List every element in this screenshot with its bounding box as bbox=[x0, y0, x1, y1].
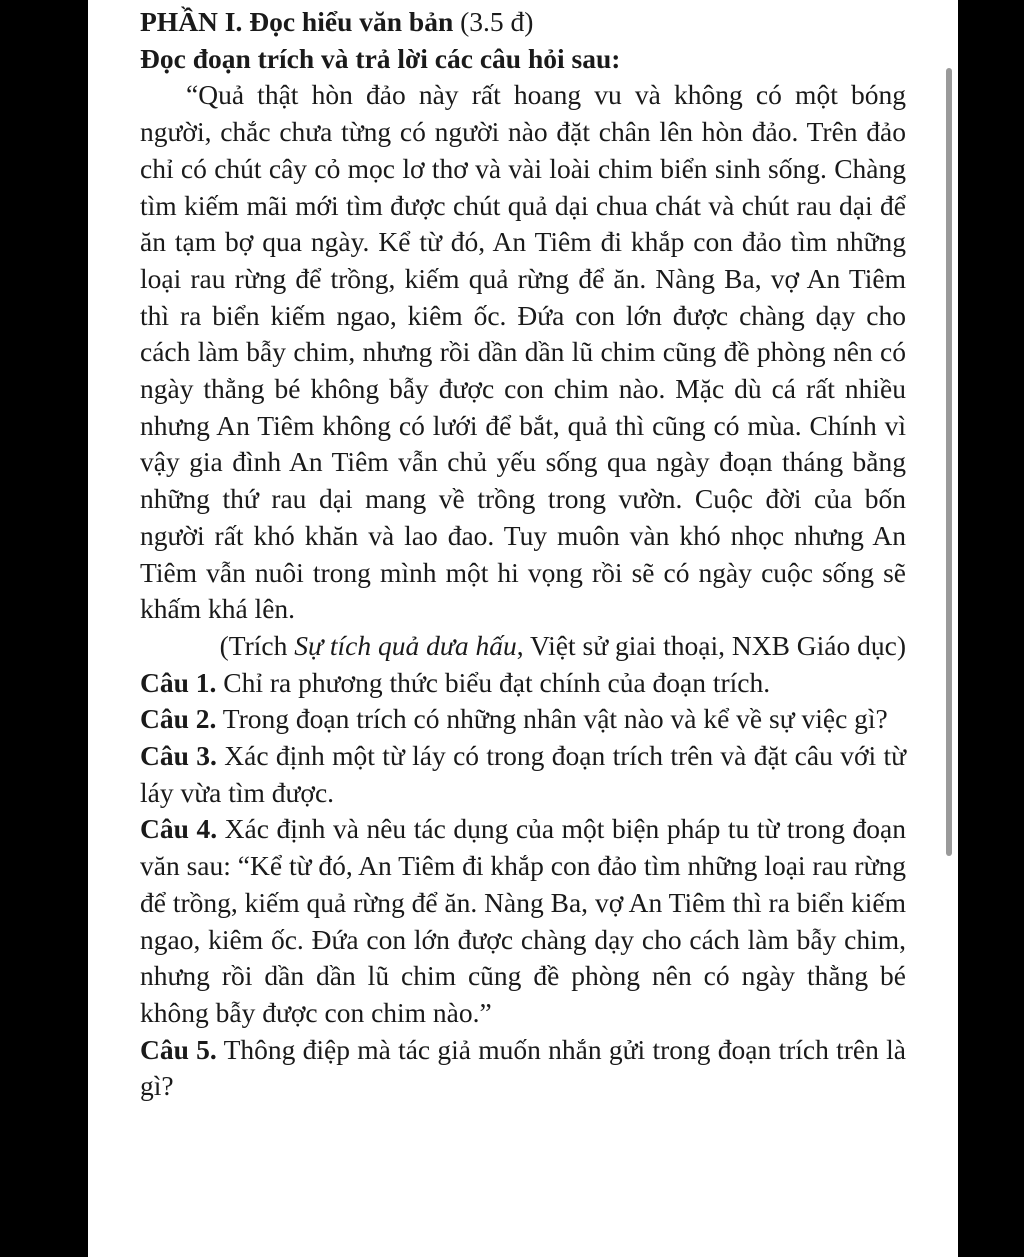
question-5 bbox=[140, 1032, 906, 1105]
question-1-text: Chỉ ra phương thức biểu đạt chính của đoạn trích. bbox=[223, 666, 771, 698]
passage-citation bbox=[140, 628, 906, 665]
question-4-label: Câu 4. bbox=[140, 813, 218, 845]
question-3-label: Câu 3. bbox=[140, 740, 217, 772]
document-page bbox=[88, 0, 958, 1257]
question-2-text: Trong đoạn trích có những nhân vật nào và kể về sự việc gì? bbox=[222, 703, 888, 735]
question-5-text: Thông điệp mà tác giả muốn nhắn gửi trong đoạn trích trên là gì? bbox=[140, 1033, 906, 1102]
question-4-text: Xác định và nêu tác dụng của một biện pháp tu từ trong đoạn văn sau: “Kể từ đó, An Tiêm đi khắp con đảo tìm những loại rau rừng để trồng, kiếm quả rừng để ăn. Nàng Ba, vợ An Tiêm thì ra biển kiếm ngao, kiêm ốc. Đứa con lớn được chàng dạy cho cách làm bẫy chim, nhưng rồi dần dần lũ chim cũng đề phòng nên có ngày thằng bé không bẫy được con chim nào.” bbox=[140, 813, 907, 1028]
section-heading-title: PHẦN I. Đọc hiểu văn bản bbox=[140, 6, 454, 37]
citation-prefix: (Trích bbox=[219, 629, 295, 661]
question-1 bbox=[140, 665, 906, 702]
question-1-label: Câu 1. bbox=[140, 666, 217, 698]
question-2 bbox=[140, 701, 906, 738]
question-2-label: Câu 2. bbox=[140, 703, 217, 735]
vertical-scrollbar[interactable] bbox=[946, 68, 952, 856]
question-3 bbox=[140, 738, 906, 811]
section-heading bbox=[140, 4, 906, 41]
passage-text: “Quả thật hòn đảo này rất hoang vu và không có một bóng người, chắc chưa từng có người nào đặt chân lên hòn đảo. Trên đảo chỉ có chút cây cỏ mọc lơ thơ và vài loài chim biển sinh sống. Chàng tìm kiếm mãi mới tìm được chút quả dại chua chát và chút rau dại để ăn tạm bợ qua ngày. Kể từ đó, An Tiêm đi khắp con đảo tìm những loại rau rừng để trồng, kiếm quả rừng để ăn. Nàng Ba, vợ An Tiêm thì ra biển kiếm ngao, kiêm ốc. Đứa con lớn được chàng dạy cho cách làm bẫy chim, nhưng rồi dần dần lũ chim cũng đề phòng nên có ngày thằng bé không bẫy được con chim nào. Mặc dù cá rất nhiều nhưng An Tiêm không có lưới để bắt, quả thì cũng có mùa. Chính vì vậy gia đình An Tiêm vẫn chủ yếu sống qua ngày đoạn tháng bằng những thứ rau dại mang về trồng trong vườn. Cuộc đời của bốn người rất khó khăn và lao đao. Tuy muôn vàn khó nhọc nhưng An Tiêm vẫn nuôi trong mình một hi vọng rồi sẽ có ngày cuộc sống sẽ khấm khá lên. bbox=[140, 79, 906, 625]
section-instruction: Đọc đoạn trích và trả lời các câu hỏi sau: bbox=[140, 42, 621, 74]
question-5-label: Câu 5. bbox=[140, 1033, 217, 1065]
question-3-text: Xác định một từ láy có trong đoạn trích trên và đặt câu với từ láy vừa tìm được. bbox=[140, 740, 907, 808]
citation-suffix: , Việt sử giai thoại, NXB Giáo dục) bbox=[516, 629, 906, 661]
document-content bbox=[140, 4, 906, 1105]
citation-title: Sự tích quả dưa hấu bbox=[294, 629, 517, 661]
section-points: (3.5 đ) bbox=[460, 6, 534, 37]
question-4 bbox=[140, 811, 906, 1031]
